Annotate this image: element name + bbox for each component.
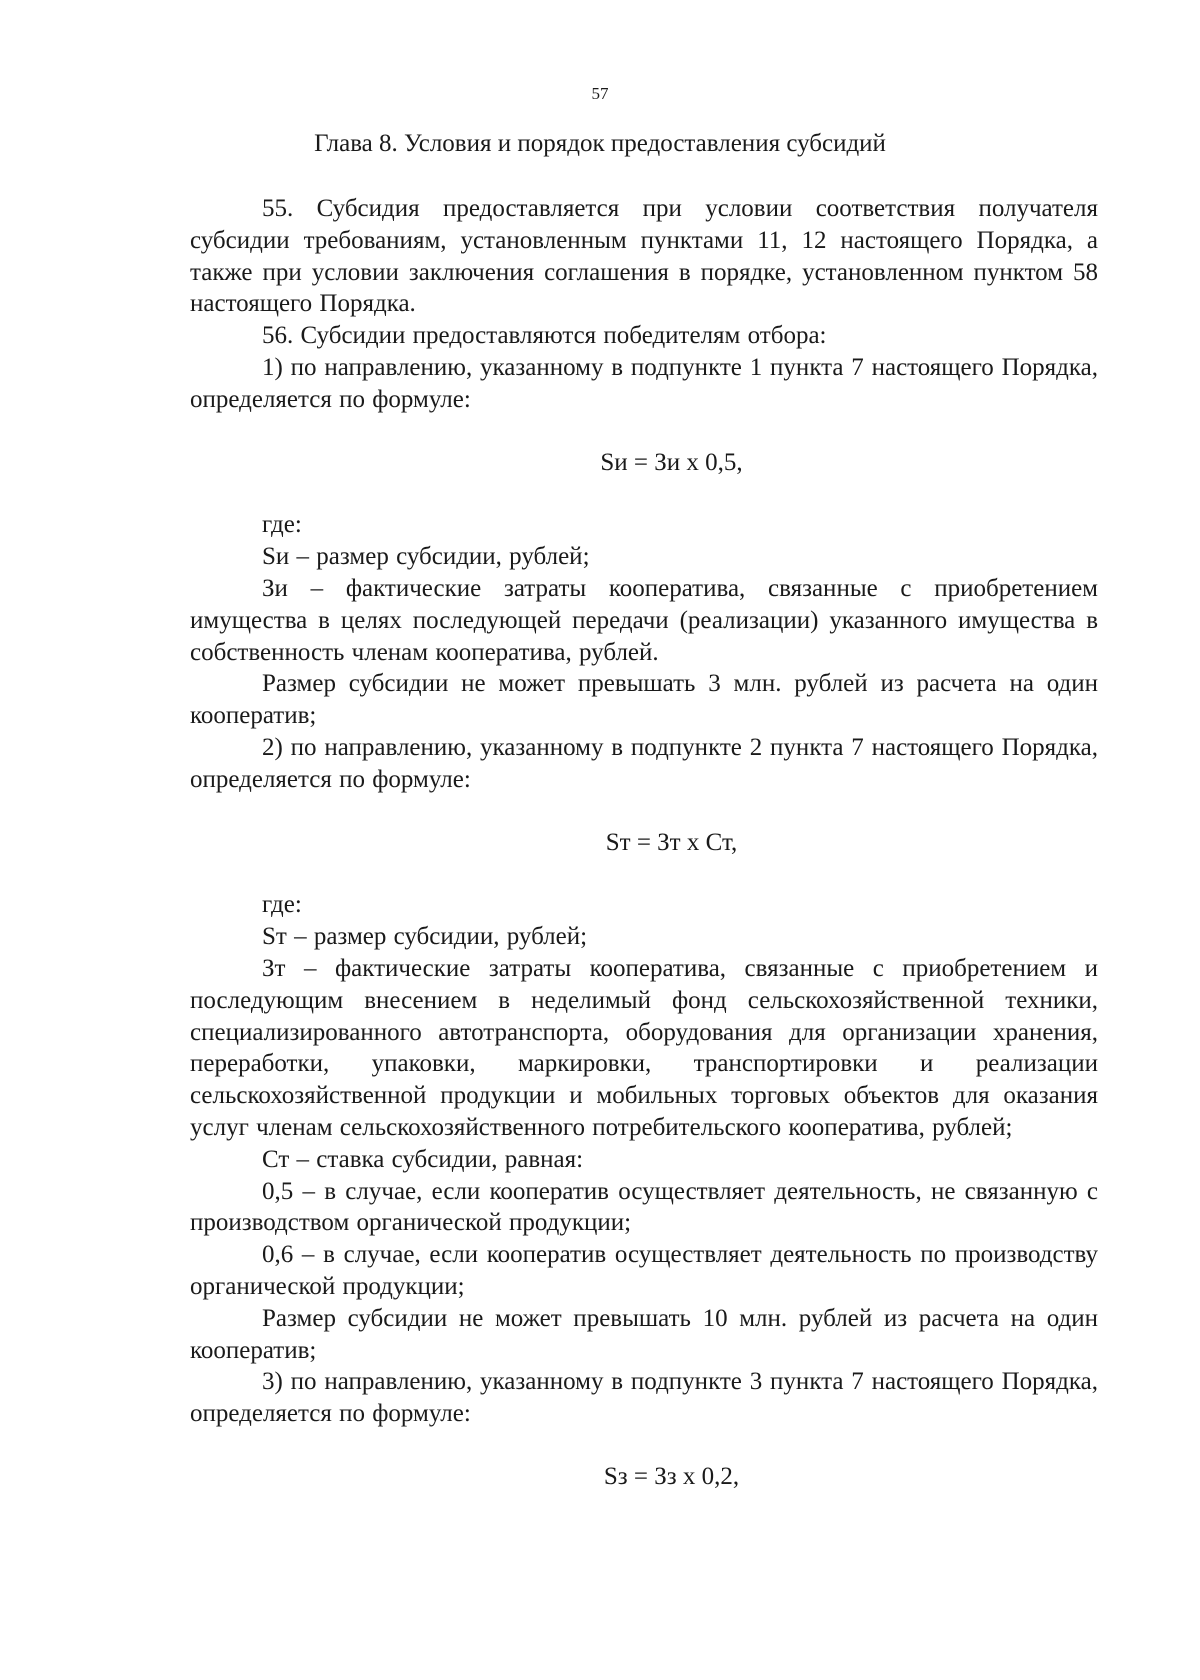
formula-3: Sз = Зз х 0,2, xyxy=(603,1462,740,1490)
body-text xyxy=(190,193,1098,1524)
definition-st: Sт – размер субсидии, рублей; xyxy=(262,923,588,951)
definition-ct: Ст – ставка субсидии, равная: xyxy=(262,1145,584,1173)
formula-1: Sи = Зи х 0,5, xyxy=(600,448,743,476)
limit-2: Размер субсидии не может превышать 10 млн. рублей из расчета на один кооператив; xyxy=(190,1304,1098,1364)
where-label-1: где: xyxy=(262,511,302,539)
item-2: 2) по направлению, указанному в подпункте 2 пункта 7 настоящего Порядка, определяется по формуле: xyxy=(190,733,1098,793)
paragraph-55: 55. Субсидия предоставляется при условии соответствия получателя субсидии требованиям, установленным пунктами 11, 12 настоящего Порядка, а также при условии заключения соглашения в порядке, установленном пунктом 58 настоящего Порядка. xyxy=(190,195,1098,318)
rate-0-5: 0,5 – в случае, если кооператив осуществляет деятельность, не связанную с производством органической продукции; xyxy=(190,1177,1098,1237)
formula-2: Sт = Зт х Ст, xyxy=(605,828,738,856)
chapter-title: Глава 8. Условия и порядок предоставления субсидий xyxy=(314,130,886,157)
item-3: 3) по направлению, указанному в подпункте 3 пункта 7 настоящего Порядка, определяется по формуле: xyxy=(190,1368,1098,1428)
where-label-2: где: xyxy=(262,891,302,919)
page-number: 57 xyxy=(591,84,609,103)
definition-si: Sи – размер субсидии, рублей; xyxy=(262,543,590,571)
limit-1: Размер субсидии не может превышать 3 млн. рублей из расчета на один кооператив; xyxy=(190,670,1098,730)
item-1: 1) по направлению, указанному в подпункте 1 пункта 7 настоящего Порядка, определяется по формуле: xyxy=(190,353,1098,413)
rate-0-6: 0,6 – в случае, если кооператив осуществляет деятельность по производству органической продукции; xyxy=(190,1241,1098,1300)
definition-zi: Зи – фактические затраты кооператива, связанные с приобретением имущества в целях последующей передачи (реализации) указанного имущества в собственность членам кооператива, рублей. xyxy=(190,574,1098,666)
paragraph-56: 56. Субсидии предоставляются победителям отбора: xyxy=(262,322,827,350)
definition-zt: Зт – фактические затраты кооператива, связанные с приобретением и последующим внесением в неделимый фонд сельскохозяйственной техники, специализированного автотранспорта, оборудования для организации хранения, переработки, упаковки, маркировки, транспортировки и реализации сельскохозяйственной продукции и мобильных торговых объектов для оказания услуг членам сельскохозяйственного потребительского кооператива, рублей; xyxy=(190,954,1098,1141)
